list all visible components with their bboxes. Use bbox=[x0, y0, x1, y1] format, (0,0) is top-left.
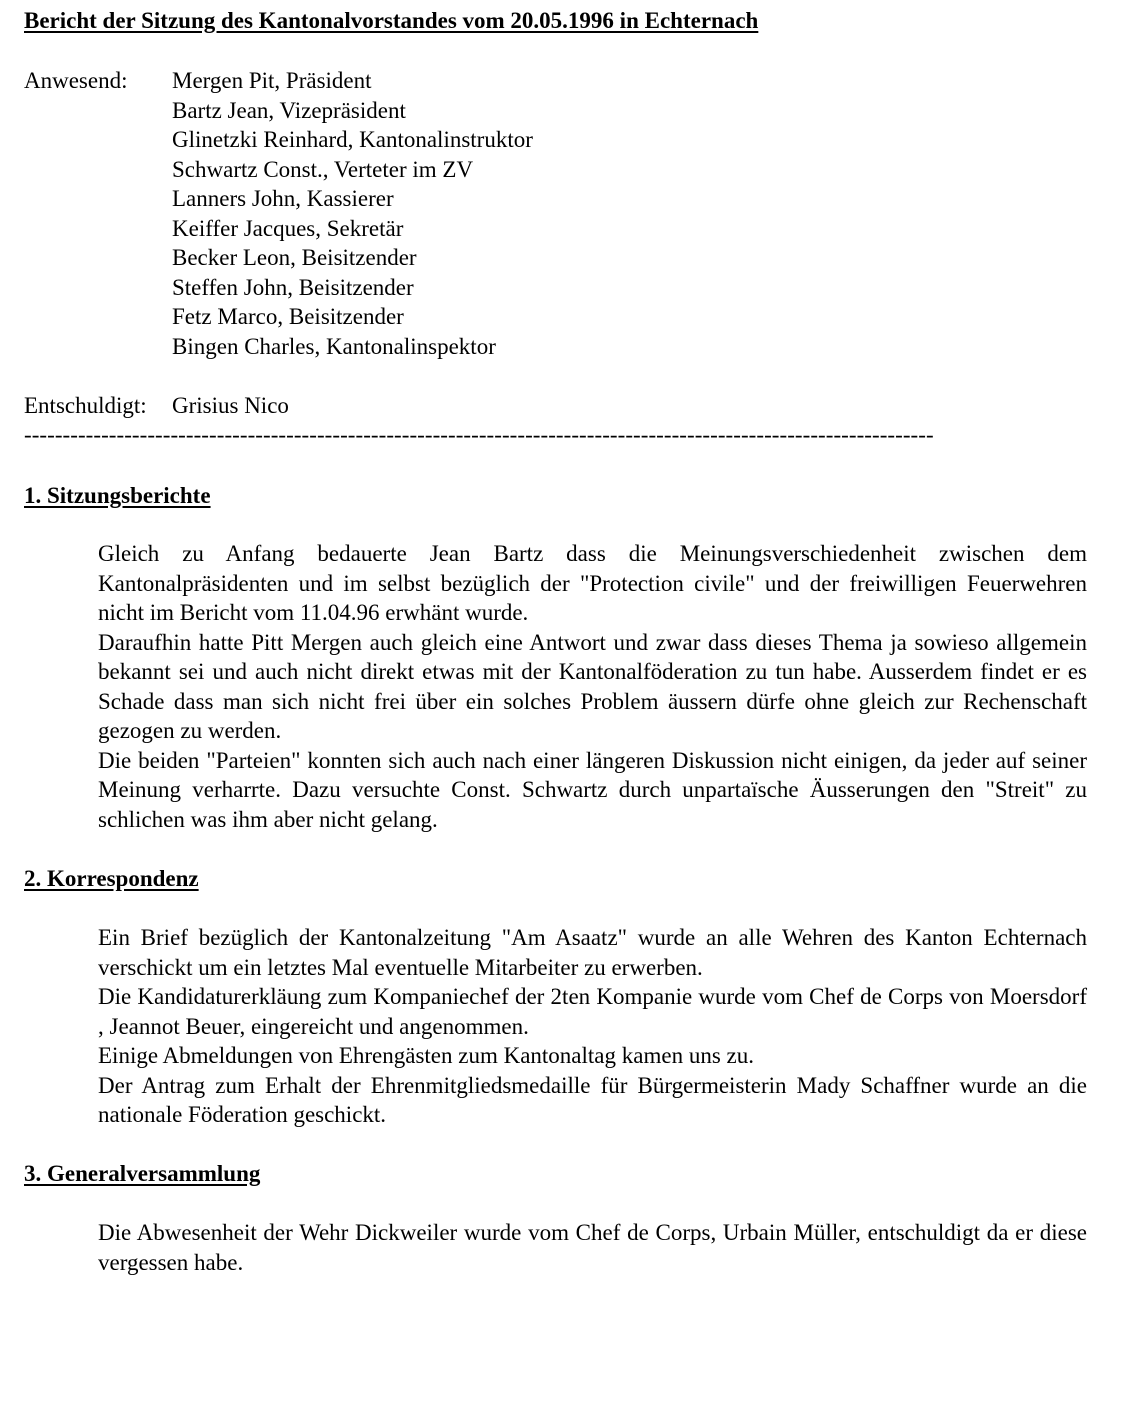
paragraph: Der Antrag zum Erhalt der Ehrenmitgliedsmedaille für Bürgermeisterin Mady Schaffner wurde an die nationale Föderation geschickt. bbox=[98, 1072, 1087, 1127]
excused-label: Entschuldigt: bbox=[24, 393, 147, 418]
excused-name: Grisius Nico bbox=[172, 393, 289, 418]
present-member: Bartz Jean, Vizepräsident bbox=[172, 97, 406, 123]
present-member: Becker Leon, Beisitzender bbox=[172, 245, 417, 270]
present-member: Bingen Charles, Kantonalinspektor bbox=[172, 333, 496, 359]
section-body-generalversammlung bbox=[98, 1218, 1087, 1277]
present-member: Fetz Marco, Beisitzender bbox=[172, 304, 404, 329]
dashed-separator: ---------------------------------------------------------------------------------------------------------------------- bbox=[24, 422, 934, 447]
paragraph: Die Abwesenheit der Wehr Dickweiler wurde vom Chef de Corps, Urbain Müller, entschuldigt da er diese vergessen habe. bbox=[98, 1220, 1087, 1275]
document-title: Bericht der Sitzung des Kantonalvorstandes vom 20.05.1996 in Echternach bbox=[24, 8, 759, 33]
section-heading-generalversammlung: 3. Generalversammlung bbox=[24, 1161, 261, 1186]
present-label: Anwesend: bbox=[24, 68, 128, 93]
section-body-sitzungsberichte bbox=[98, 539, 1087, 834]
paragraph: Daraufhin hatte Pitt Mergen auch gleich eine Antwort und zwar dass dieses Thema ja sowieso allgemein bekannt sei und auch nicht direkt etwas mit der Kantonalföderation zu tun habe. Ausserdem findet er es Schade dass man sich nicht frei über ein solches Problem äussern dürfe ohne gleich zur Rechenschaft gezogen zu werden. bbox=[98, 629, 1087, 743]
paragraph: Ein Brief bezüglich der Kantonalzeitung "Am Asaatz" wurde an alle Wehren des Kanton Echternach verschickt um ein letztes Mal eventuelle Mitarbeiter zu erwerben. bbox=[98, 925, 1087, 980]
paragraph: Die Kandidaturerkläung zum Kompaniechef der 2ten Kompanie wurde vom Chef de Corps von Moersdorf , Jeannot Beuer, eingereicht und angenommen. bbox=[98, 984, 1087, 1039]
present-member: Lanners John, Kassierer bbox=[172, 186, 394, 211]
paragraph: Gleich zu Anfang bedauerte Jean Bartz dass die Meinungsverschiedenheit zwischen dem Kantonalpräsidenten und im selbst bezüglich der "Protection civile" und der freiwilligen Feuerwehren nicht im Bericht vom 11.04.96 erwhänt wurde. bbox=[98, 541, 1087, 625]
section-heading-sitzungsberichte: 1. Sitzungsberichte bbox=[24, 483, 211, 508]
present-member: Steffen John, Beisitzender bbox=[172, 274, 414, 300]
present-member: Keiffer Jacques, Sekretär bbox=[172, 215, 404, 241]
present-list bbox=[172, 66, 533, 361]
present-member: Glinetzki Reinhard, Kantonalinstruktor bbox=[172, 127, 533, 152]
paragraph: Einige Abmeldungen von Ehrengästen zum Kantonaltag kamen uns zu. bbox=[98, 1043, 754, 1068]
section-body-korrespondenz bbox=[98, 923, 1087, 1130]
paragraph: Die beiden "Parteien" konnten sich auch nach einer längeren Diskussion nicht einigen, da jeder auf seiner Meinung verharrte. Dazu versuchte Const. Schwartz durch unpartaïsche Äusserungen den "Streit" zu schlichen was ihm aber nicht gelang. bbox=[98, 747, 1087, 832]
section-heading-korrespondenz: 2. Korrespondenz bbox=[24, 866, 199, 891]
present-member: Mergen Pit, Präsident bbox=[172, 68, 372, 93]
present-member: Schwartz Const., Verteter im ZV bbox=[172, 156, 474, 182]
